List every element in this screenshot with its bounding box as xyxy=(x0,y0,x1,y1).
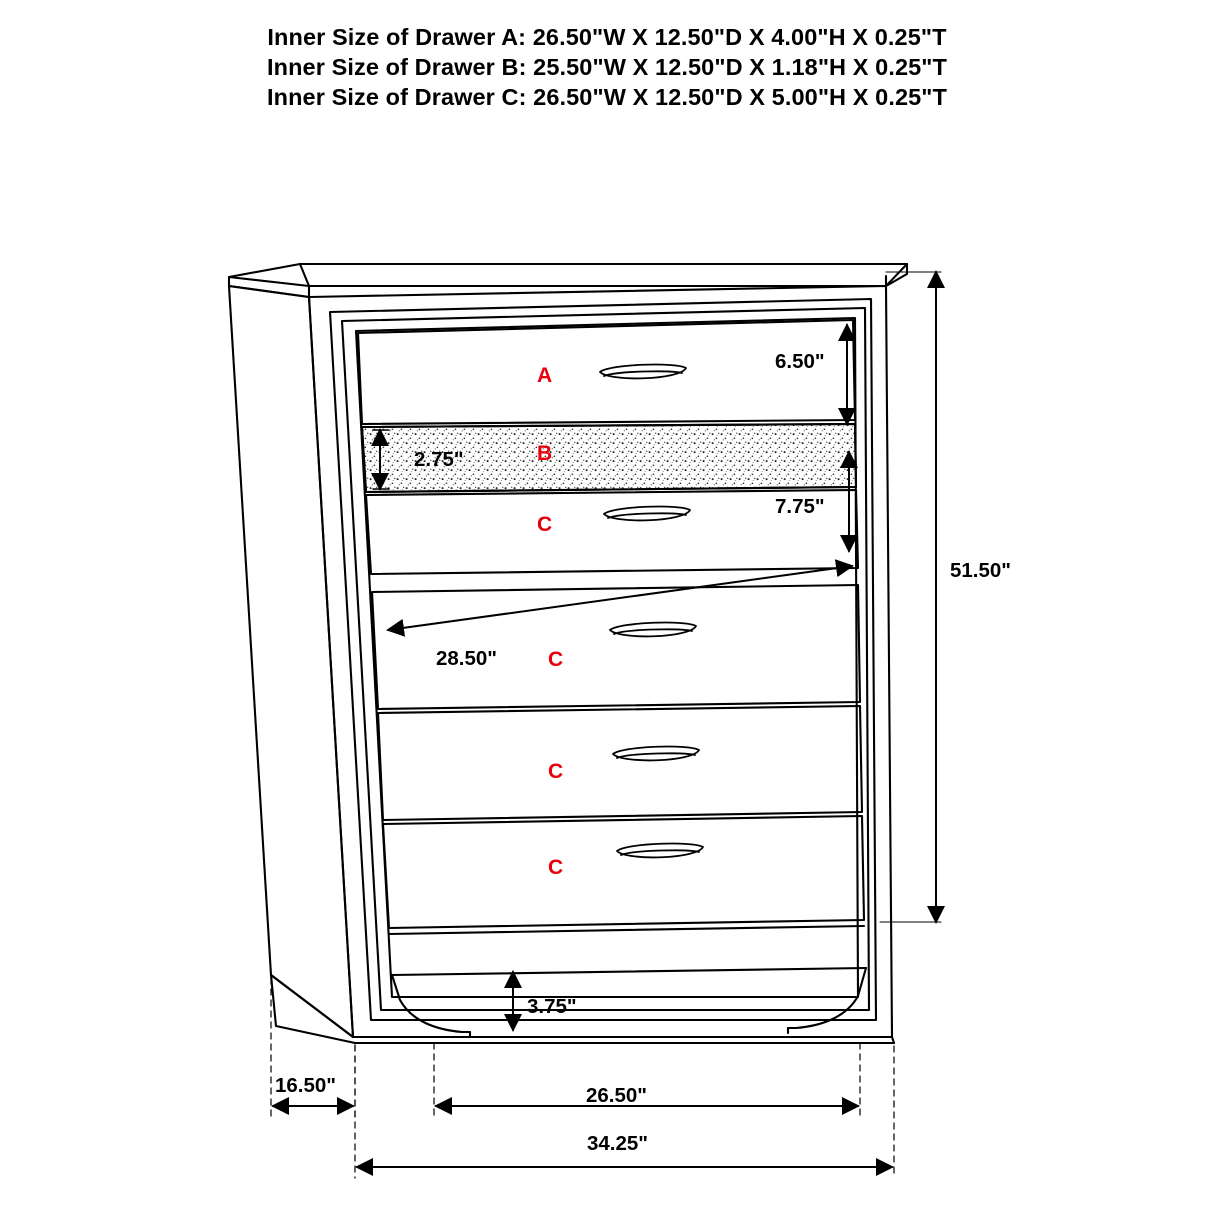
spec-line-drawer-b: Inner Size of Drawer B: 25.50"W X 12.50"D X 1.18"H X 0.25"T xyxy=(266,54,947,80)
drawer-label-c2: C xyxy=(548,648,564,671)
spec-line-drawer-a: Inner Size of Drawer A: 26.50"W X 12.50"D X 4.00"H X 0.25"T xyxy=(267,24,947,50)
dim-label-drawer-a-height: 6.50" xyxy=(775,350,825,373)
dim-label-overall-width: 34.25" xyxy=(587,1132,649,1155)
dim-label-side-depth: 16.50" xyxy=(275,1074,337,1097)
dim-label-overall-height: 51.50" xyxy=(950,559,1012,582)
drawer-label-c1: C xyxy=(537,513,553,536)
dim-label-drawer-c-height: 7.75" xyxy=(775,495,825,518)
dim-label-drawer-inner-width: 28.50" xyxy=(436,647,498,670)
spec-line-drawer-c: Inner Size of Drawer C: 26.50"W X 12.50"D X 5.00"H X 0.25"T xyxy=(266,84,947,110)
drawer-label-c4: C xyxy=(548,856,564,879)
dim-label-drawer-b-height: 2.75" xyxy=(414,448,464,471)
drawer-label-c3: C xyxy=(548,760,564,783)
drawer-label-a: A xyxy=(537,364,553,387)
dim-label-leg-height: 3.75" xyxy=(527,995,577,1018)
drawer-label-b: B xyxy=(537,442,553,465)
dim-label-front-width: 26.50" xyxy=(586,1084,648,1107)
